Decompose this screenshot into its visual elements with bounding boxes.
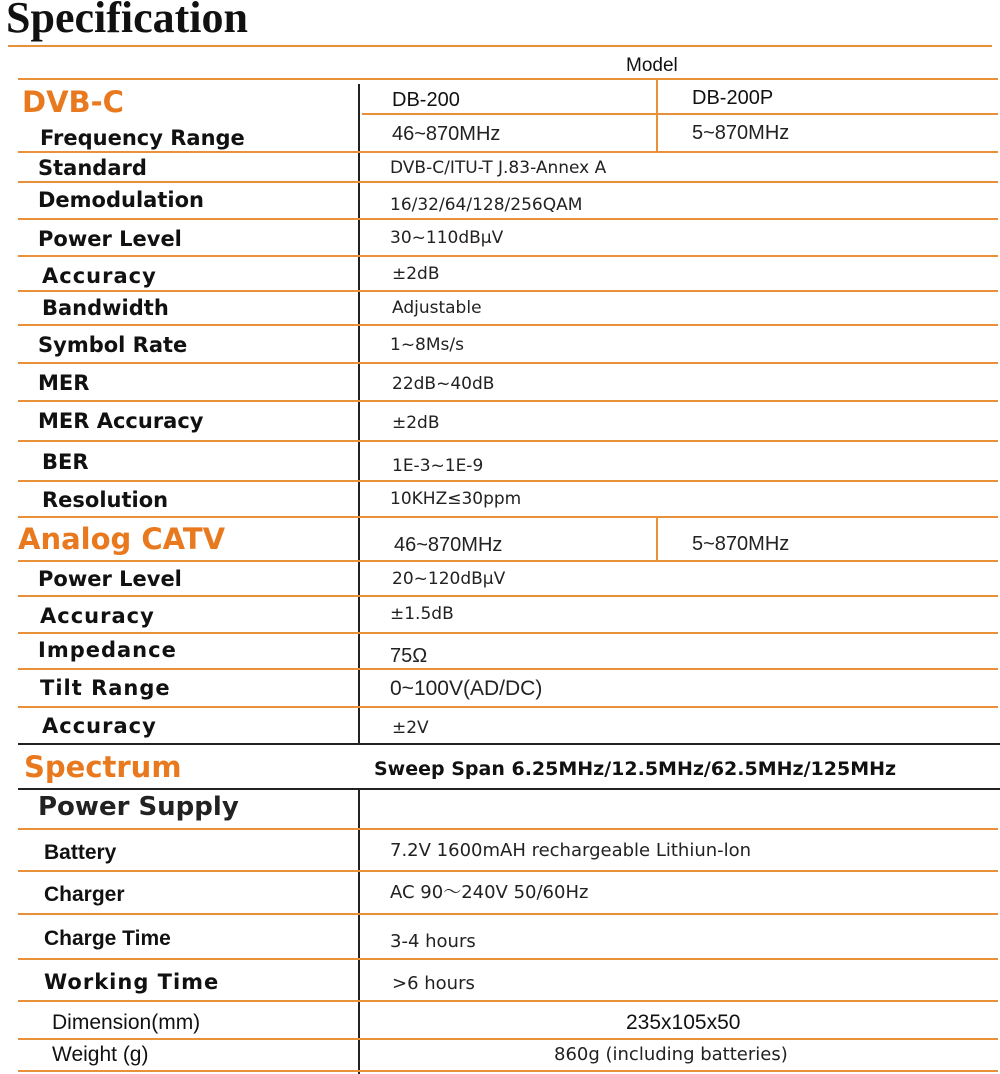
value-sweep-span: Sweep Span 6.25MHz/12.5MHz/62.5MHz/125MHz: [374, 758, 897, 780]
value-charger: AC 90～240V 50/60Hz: [390, 882, 589, 903]
label-catv-power-level: Power Level: [38, 567, 182, 591]
rule: [18, 255, 998, 257]
rule: [18, 440, 998, 442]
rule: [18, 362, 998, 364]
label-bandwidth: Bandwidth: [42, 296, 169, 320]
value-symbol-rate: 1~8Ms/s: [390, 335, 464, 355]
catv-model-divider: [656, 518, 658, 560]
section-analog-catv: Analog CATV: [18, 522, 226, 556]
value-catv-power-level: 20~120dBμV: [392, 569, 506, 589]
rule: [18, 913, 998, 915]
label-frequency-range: Frequency Range: [40, 126, 245, 150]
value-tilt-accuracy: ±2V: [392, 718, 429, 738]
value-catv-accuracy: ±1.5dB: [390, 604, 454, 624]
value-weight: 860g (including batteries): [554, 1044, 788, 1065]
column-divider: [358, 84, 360, 744]
column-divider-lower: [358, 790, 360, 1074]
rule: [18, 516, 998, 518]
value-bandwidth: Adjustable: [392, 298, 482, 318]
rule-dark: [18, 788, 1000, 790]
label-accuracy: Accuracy: [42, 264, 157, 288]
label-dimension: Dimension(mm): [52, 1011, 201, 1034]
rule: [18, 668, 998, 670]
value-demodulation: 16/32/64/128/256QAM: [390, 195, 583, 215]
label-catv-accuracy: Accuracy: [40, 604, 155, 628]
value-catv-freq-db200p: 5~870MHz: [692, 533, 790, 555]
label-tilt-accuracy: Accuracy: [42, 714, 157, 738]
label-battery: Battery: [44, 841, 117, 864]
label-weight: Weight (g): [52, 1043, 149, 1066]
rule: [18, 595, 998, 597]
label-standard: Standard: [38, 156, 147, 180]
rule: [18, 1070, 998, 1072]
label-working-time: Working Time: [44, 970, 220, 994]
label-impedance: Impedance: [38, 638, 177, 662]
value-freq-db200: 46~870MHz: [392, 123, 501, 145]
value-ber: 1E-3~1E-9: [392, 456, 484, 476]
value-accuracy: ±2dB: [392, 264, 440, 284]
value-battery: 7.2V 1600mAH rechargeable Lithiun-lon: [390, 840, 752, 861]
model-db200: DB-200: [392, 89, 460, 111]
value-tilt-range: 0~100V(AD/DC): [390, 677, 543, 700]
value-catv-freq-db200: 46~870MHz: [394, 534, 503, 556]
page-title: Specification: [6, 0, 248, 42]
rule: [18, 870, 998, 872]
section-dvbc: DVB-C: [22, 85, 124, 119]
rule: [18, 560, 998, 562]
rule: [18, 480, 998, 482]
model-divider: [656, 80, 658, 152]
label-mer-accuracy: MER Accuracy: [38, 409, 204, 433]
value-standard: DVB-C/ITU-T J.83-Annex A: [390, 158, 607, 178]
rule: [18, 958, 998, 960]
value-power-level: 30~110dBμV: [390, 228, 504, 248]
label-charge-time: Charge Time: [44, 927, 171, 950]
rule: [18, 324, 998, 326]
rule: [18, 632, 998, 634]
value-working-time: >6 hours: [392, 973, 475, 994]
value-mer: 22dB~40dB: [392, 374, 495, 394]
rule: [362, 113, 998, 115]
label-resolution: Resolution: [42, 488, 169, 512]
rule: [18, 828, 998, 830]
section-spectrum: Spectrum: [24, 750, 182, 784]
value-impedance: 75Ω: [390, 645, 428, 667]
rule: [18, 1038, 998, 1040]
label-tilt-range: Tilt Range: [40, 676, 171, 700]
rule: [18, 78, 998, 80]
value-freq-db200p: 5~870MHz: [692, 122, 790, 144]
rule: [18, 218, 998, 220]
label-mer: MER: [38, 371, 90, 395]
rule: [18, 400, 998, 402]
label-symbol-rate: Symbol Rate: [38, 333, 188, 357]
model-db200p: DB-200P: [692, 87, 774, 109]
label-charger: Charger: [44, 883, 125, 906]
label-power-level: Power Level: [38, 227, 182, 251]
label-ber: BER: [42, 450, 89, 474]
value-mer-accuracy: ±2dB: [392, 413, 440, 433]
value-charge-time: 3-4 hours: [390, 931, 476, 952]
value-dimension: 235x105x50: [626, 1011, 741, 1034]
rule: [18, 151, 998, 153]
rule-dark: [18, 743, 1000, 745]
section-power-supply: Power Supply: [38, 792, 239, 822]
model-header: Model: [626, 55, 678, 76]
rule: [18, 706, 998, 708]
value-resolution: 10KHZ≤30ppm: [390, 489, 522, 509]
rule: [18, 290, 998, 292]
label-demodulation: Demodulation: [38, 188, 204, 212]
rule: [18, 181, 998, 183]
title-rule: [8, 45, 992, 47]
rule: [18, 1000, 998, 1002]
